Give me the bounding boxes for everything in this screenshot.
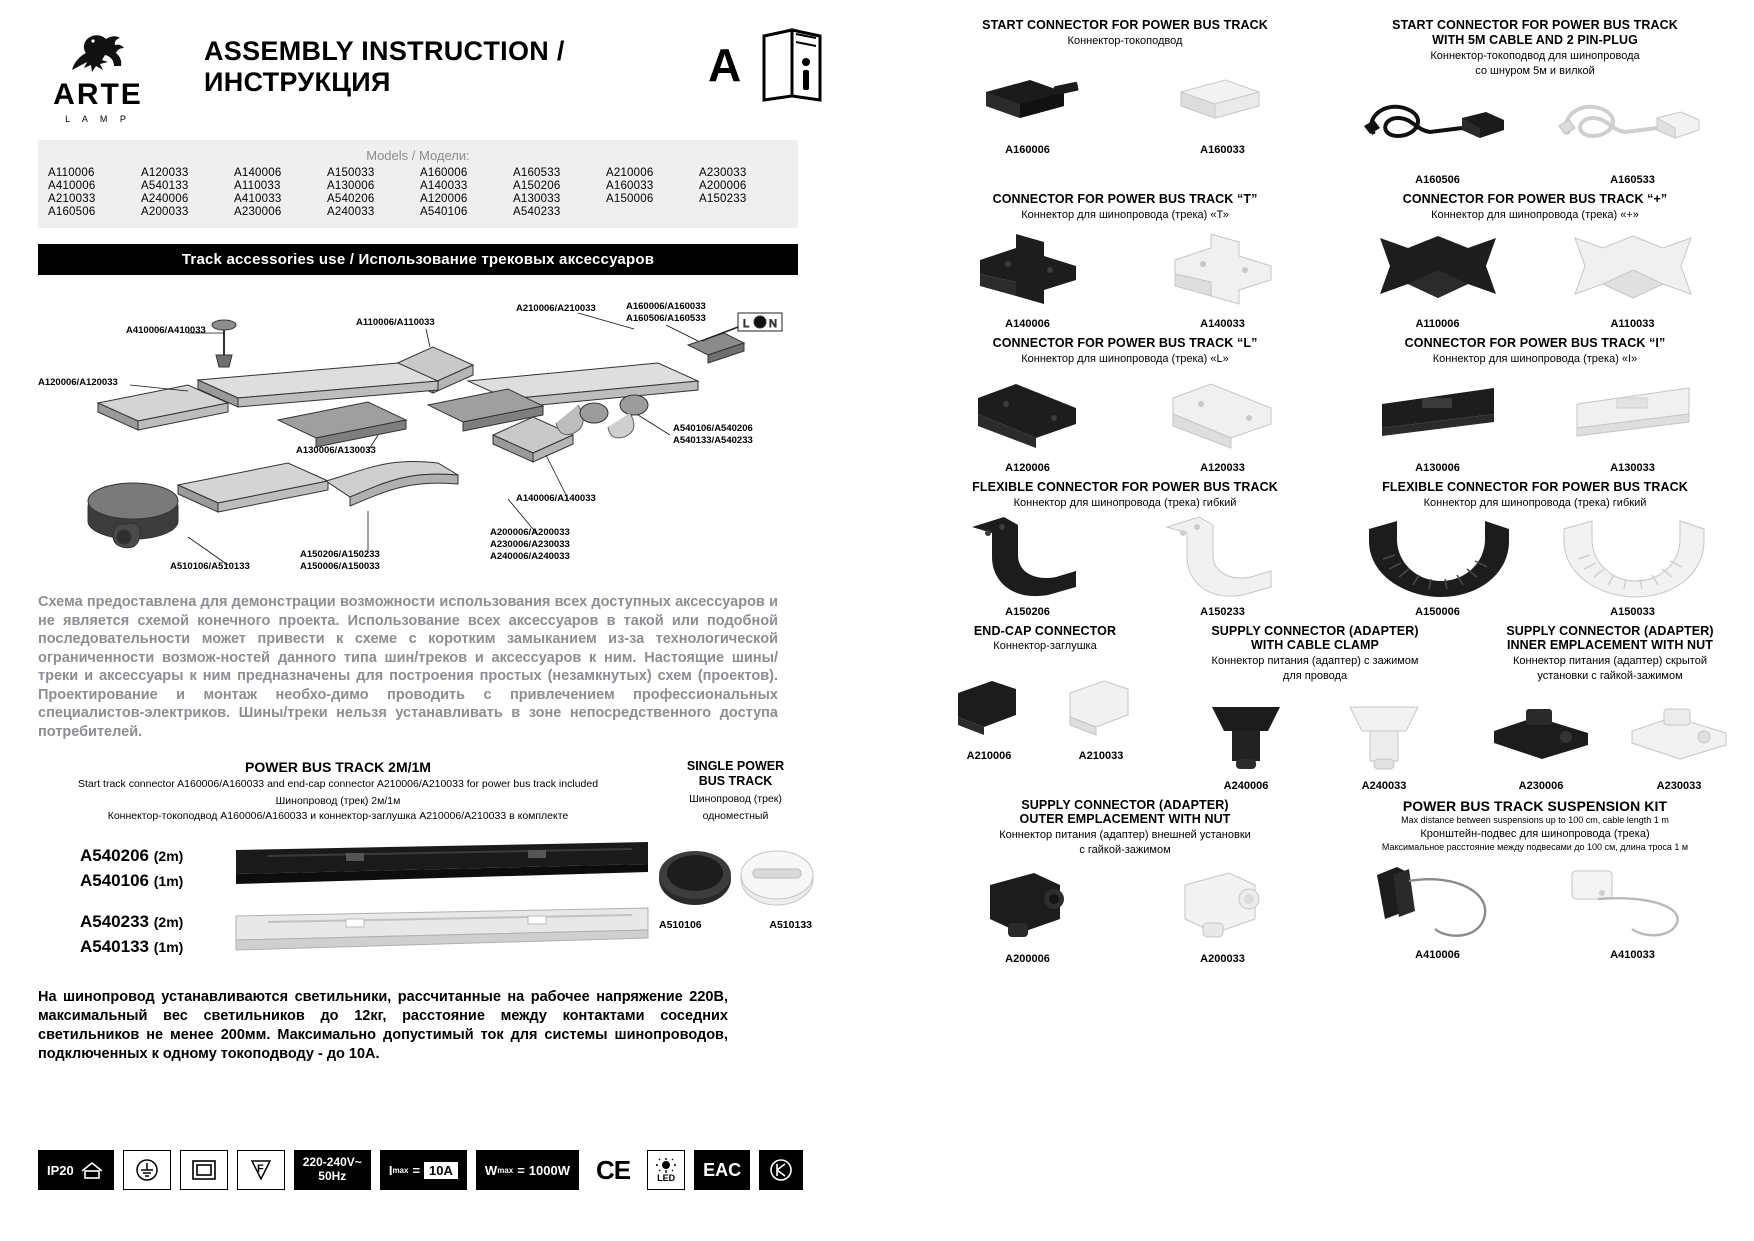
product-code: A230006 xyxy=(1518,779,1564,792)
product-connector-plus xyxy=(1340,192,1730,330)
product-subtitle: Кронштейн-подвес для шинопровода (трека) xyxy=(1420,827,1650,840)
title-block xyxy=(176,22,690,98)
cable-connector-black-image xyxy=(1355,84,1520,170)
product-flexible-connector-2 xyxy=(1340,480,1730,618)
power-sub: max xyxy=(497,1165,514,1175)
product-variant-light xyxy=(1140,54,1305,156)
ce-label: CE xyxy=(596,1154,631,1185)
model-code: A160533 xyxy=(513,167,561,179)
l-connector-black-image xyxy=(945,372,1110,458)
product-images xyxy=(930,516,1320,618)
product-variant-dark xyxy=(945,372,1110,474)
product-code: A140033 xyxy=(1200,317,1245,330)
product-code: A120033 xyxy=(1200,461,1245,474)
model-code: A200033 xyxy=(141,206,189,218)
t-connector-white-image xyxy=(1140,228,1305,314)
product-subtitle-2: с гайкой-зажимом xyxy=(1079,844,1171,857)
product-code: A240033 xyxy=(1361,779,1407,792)
product-variant-light xyxy=(1619,690,1739,792)
diagram-label: A210006/A210033 xyxy=(516,303,596,314)
eac-icon xyxy=(694,1150,750,1190)
product-variant-dark xyxy=(1186,690,1306,792)
header xyxy=(38,22,838,124)
ck-icon xyxy=(759,1150,803,1190)
track-sub-en: Start track connector A160006/A160033 and end-cap connector A210006/A210033 for power bus track included xyxy=(77,778,599,791)
model-code: A210033 xyxy=(48,193,96,205)
plus-connector-white-image xyxy=(1550,228,1715,314)
diagram-label: A160506/A160533 xyxy=(626,313,706,324)
i-connector-black-image xyxy=(1355,372,1520,458)
model-code: A540206 xyxy=(327,193,375,205)
diagram-label: A240006/A240033 xyxy=(490,551,570,562)
voltage-line2: 50Hz xyxy=(318,1169,347,1183)
power-prefix: W xyxy=(484,1162,498,1178)
diagram-label: A410006/A410033 xyxy=(126,325,206,336)
current-value: 10A xyxy=(424,1162,458,1179)
product-code: A200006 xyxy=(1005,953,1050,966)
product-variant-dark xyxy=(945,228,1110,330)
model-code: A540106 xyxy=(420,206,468,218)
diagram-label: A230006/A230033 xyxy=(490,539,570,550)
page-title: ASSEMBLY INSTRUCTION / ИНСТРУКЦИЯ xyxy=(204,36,565,97)
adapter-clamp-black-image xyxy=(1186,690,1306,776)
i-connector-white-image xyxy=(1550,372,1715,458)
model-code: A240006 xyxy=(141,193,189,205)
brand-subtitle: L A M P xyxy=(65,114,131,124)
end-cap-black-image xyxy=(939,660,1039,746)
product-grid-row-adapters xyxy=(930,624,1730,798)
product-subtitle: Коннектор-токоподвод для шинопровода xyxy=(1430,49,1640,62)
single-power-bus-track xyxy=(653,759,818,930)
model-code: A240033 xyxy=(327,206,375,218)
model-code: A410006 xyxy=(48,180,96,192)
track-code: A540206 xyxy=(80,846,150,866)
product-variant-light xyxy=(1550,516,1715,618)
product-images xyxy=(1340,372,1730,474)
product-variant-dark xyxy=(939,660,1039,762)
product-variant-light xyxy=(1550,372,1715,474)
product-title-2: WITH CABLE CLAMP xyxy=(1251,638,1379,653)
single-codes xyxy=(653,919,818,931)
product-title: CONNECTOR FOR POWER BUS TRACK “I” xyxy=(1404,335,1666,350)
assembly-diagram xyxy=(38,285,818,585)
product-code: A160506 xyxy=(1415,173,1460,186)
manual-book-icon xyxy=(760,28,832,102)
f-mark-icon xyxy=(237,1150,285,1190)
product-variant-dark xyxy=(1355,516,1520,618)
model-code: A150233 xyxy=(699,193,747,205)
product-images xyxy=(1470,690,1750,792)
outer-adapter-black-image xyxy=(945,863,1110,949)
flex2-connector-black-image xyxy=(1355,516,1520,602)
brand-name: ARTE xyxy=(53,78,143,111)
model-code: A160006 xyxy=(420,167,468,179)
product-images xyxy=(1340,516,1730,618)
diagram-label: A540133/A540233 xyxy=(673,435,753,446)
product-code: A150033 xyxy=(1610,605,1655,618)
voltage-line1: 220-240V~ xyxy=(302,1155,362,1170)
product-supply-inner xyxy=(1470,624,1750,792)
model-code: A160506 xyxy=(48,206,96,218)
led-icon xyxy=(647,1150,685,1190)
model-code: A130006 xyxy=(327,180,375,192)
track-len: (2m) xyxy=(153,848,184,865)
track-code: A540133 xyxy=(80,937,150,957)
power-value: 1000W xyxy=(528,1162,570,1178)
product-subtitle: Коннектор для шинопровода (трека) гибкий xyxy=(1423,496,1647,509)
product-variant-dark xyxy=(1355,372,1520,474)
product-subtitle: Коннектор для шинопровода (трека) гибкий xyxy=(1013,496,1237,509)
product-code: A130033 xyxy=(1610,461,1655,474)
diagram-label: A160006/A160033 xyxy=(626,301,706,312)
product-subtitle: Коннектор для шинопровода (трека) «+» xyxy=(1431,208,1639,221)
single-title-line1: SINGLE POWER xyxy=(686,759,785,774)
led-label: LED xyxy=(657,1172,676,1183)
current-prefix: I xyxy=(388,1162,393,1178)
model-code: A160033 xyxy=(606,180,654,192)
product-code: A160533 xyxy=(1610,173,1655,186)
product-code: A110033 xyxy=(1610,317,1655,330)
start-connector-white-image xyxy=(1140,54,1305,140)
product-title: CONNECTOR FOR POWER BUS TRACK “L” xyxy=(992,335,1258,350)
product-variant-dark xyxy=(1355,228,1520,330)
product-code: A150233 xyxy=(1200,605,1245,618)
single-sub-line2: одноместный xyxy=(702,809,769,822)
product-title: POWER BUS TRACK SUSPENSION KIT xyxy=(1402,797,1668,814)
model-code: A120006 xyxy=(420,193,468,205)
start-connector-black-image xyxy=(945,54,1110,140)
model-code: A130033 xyxy=(513,193,561,205)
griffin-icon xyxy=(62,26,134,78)
disclaimer-paragraph: Схема предоставлена для демонстрации возможности использования всех доступных аксессуаров и не является схемой конечного проекта. Использование всех аксессуаров в такой или подобной последовательности может привести к схеме с коротким замыканием из-за технологической ограниченности возмож-ностей данного типа шин/треков и аксессуаров к ним. Настоящие шины/треки и аксессуары к ним предназначены для построения простых (незамкнутых) схем (проектов). Проектирование и монтаж необхо-димо проводить с привлечением профессиональных специалистов-электриков. Шины/треки нельзя устанавливать в зоне непосредственного доступа потребителей. xyxy=(38,594,778,740)
product-title-2: WITH 5M CABLE AND 2 PIN-PLUG xyxy=(1432,32,1638,47)
product-code: A240006 xyxy=(1223,779,1269,792)
product-subtitle: Коннектор для шинопровода (трека) «L» xyxy=(1021,352,1229,365)
product-title: FLEXIBLE CONNECTOR FOR POWER BUS TRACK xyxy=(972,479,1278,494)
current-sub: max xyxy=(392,1165,409,1175)
eac-label: EAC xyxy=(703,1159,742,1180)
cable-connector-white-image xyxy=(1550,84,1715,170)
max-power-icon: W max = 1000W xyxy=(476,1150,579,1190)
single-title-line2: BUS TRACK xyxy=(698,774,773,789)
product-flexible-connector-1 xyxy=(930,480,1320,618)
track-code: A540233 xyxy=(80,912,150,932)
product-note-ru: Максимальное расстояние между подвесами до 100 см, длина троса 1 м xyxy=(1381,842,1689,853)
models-grid xyxy=(48,167,788,218)
assembly-instruction-icon xyxy=(708,28,838,106)
product-title-2: OUTER EMPLACEMENT WITH NUT xyxy=(1019,812,1231,827)
single-sub-line1: Шинопровод (трек) xyxy=(689,793,782,806)
product-code: A130006 xyxy=(1415,461,1460,474)
adapter-clamp-white-image xyxy=(1324,690,1444,776)
product-images xyxy=(930,372,1320,474)
product-end-cap xyxy=(930,624,1160,792)
svg-text:L: L xyxy=(743,318,750,330)
product-code: A210006 xyxy=(966,749,1012,762)
model-code: A120033 xyxy=(141,167,189,179)
product-title: END-CAP CONNECTOR xyxy=(973,623,1117,638)
model-code: A410033 xyxy=(234,193,282,205)
product-subtitle-2: со шнуром 5м и вилкой xyxy=(1475,64,1595,77)
product-subtitle-2: для провода xyxy=(1282,670,1348,683)
inner-adapter-black-image xyxy=(1481,690,1601,776)
product-images xyxy=(930,228,1320,330)
single-code-dark: A510106 xyxy=(659,918,702,931)
ip20-icon xyxy=(38,1150,114,1190)
product-subtitle: Коннектор для шинопровода (трека) «I» xyxy=(1432,352,1638,365)
footer-icon-strip xyxy=(38,1150,803,1190)
product-variant-dark xyxy=(945,863,1110,965)
product-title-2: INNER EMPLACEMENT WITH NUT xyxy=(1506,638,1714,653)
product-grid-row-bottom xyxy=(930,798,1730,972)
product-title: SUPPLY CONNECTOR (ADAPTER) xyxy=(1021,797,1229,812)
product-code: A120006 xyxy=(1005,461,1050,474)
product-connector-l xyxy=(930,336,1320,474)
model-code: A110006 xyxy=(48,167,95,179)
svg-text:F: F xyxy=(256,1163,264,1175)
product-note-en: Max distance between suspensions up to 100 cm, cable length 1 m xyxy=(1401,815,1669,826)
product-subtitle: Коннектор-токоподвод xyxy=(1067,34,1183,47)
product-images xyxy=(930,54,1320,156)
svg-text:N: N xyxy=(769,318,777,330)
diagram-label: A540106/A540206 xyxy=(673,423,753,434)
product-variant-light xyxy=(1140,228,1305,330)
product-images xyxy=(1340,84,1730,186)
model-code: A210006 xyxy=(606,167,654,179)
track-len: (1m) xyxy=(153,873,184,890)
product-variant-dark xyxy=(1355,859,1520,961)
product-code: A410006 xyxy=(1415,948,1460,961)
model-code: A110033 xyxy=(234,180,281,192)
track-sub-ru1: Шинопровод (трек) 2м/1м xyxy=(275,795,401,808)
flex-connector-white-image xyxy=(1140,516,1305,602)
inner-adapter-white-image xyxy=(1619,690,1739,776)
product-variant-dark xyxy=(945,516,1110,618)
single-track-images xyxy=(653,845,818,915)
product-grid xyxy=(930,18,1730,624)
outer-adapter-white-image xyxy=(1140,863,1305,949)
product-title: SUPPLY CONNECTOR (ADAPTER) xyxy=(1506,623,1714,638)
class-ii-icon xyxy=(180,1150,228,1190)
track-len: (2m) xyxy=(153,914,184,931)
t-connector-black-image xyxy=(945,228,1110,314)
product-title: START CONNECTOR FOR POWER BUS TRACK xyxy=(982,18,1268,32)
right-column xyxy=(930,18,1730,971)
product-code: A200033 xyxy=(1200,953,1245,966)
diagram-label: A510106/A510133 xyxy=(170,561,250,572)
model-code: A540233 xyxy=(513,206,561,218)
ip20-label: IP20 xyxy=(47,1162,74,1178)
model-code: A200006 xyxy=(699,180,747,192)
models-box xyxy=(38,140,798,228)
letter-a: A xyxy=(708,39,742,91)
product-start-connector xyxy=(930,18,1320,186)
product-title: START CONNECTOR FOR POWER BUS TRACK xyxy=(1392,18,1678,32)
product-code: A160033 xyxy=(1200,143,1245,156)
product-variant-light xyxy=(1140,372,1305,474)
model-code: A140033 xyxy=(420,180,468,192)
product-code: A140006 xyxy=(1005,317,1050,330)
model-code: A140006 xyxy=(234,167,282,179)
suspension-white-image xyxy=(1550,859,1715,945)
product-images xyxy=(1170,690,1460,792)
flex-connector-black-image xyxy=(945,516,1110,602)
brand-logo xyxy=(38,22,158,124)
suspension-black-image xyxy=(1355,859,1520,945)
diagram-label: A150206/A150233 xyxy=(300,549,380,560)
product-connector-i xyxy=(1340,336,1730,474)
track-codes-dark xyxy=(80,844,183,893)
diagram-label: A120006/A120033 xyxy=(38,377,118,388)
product-supply-outer xyxy=(930,798,1320,966)
product-code: A410033 xyxy=(1610,948,1655,961)
diagram-label: A150006/A150033 xyxy=(300,561,380,572)
single-code-light: A510133 xyxy=(769,918,812,931)
model-code: A230006 xyxy=(234,206,282,218)
diagram-label: A200006/A200033 xyxy=(490,527,570,538)
track-left xyxy=(38,759,638,822)
product-variant-light xyxy=(1051,660,1151,762)
model-code: A150006 xyxy=(606,193,654,205)
product-title: SUPPLY CONNECTOR (ADAPTER) xyxy=(1211,623,1419,638)
product-variant-dark xyxy=(1355,84,1520,186)
product-title: FLEXIBLE CONNECTOR FOR POWER BUS TRACK xyxy=(1382,479,1688,494)
product-images xyxy=(1340,228,1730,330)
product-subtitle: Коннектор питания (адаптер) внешней установки xyxy=(999,829,1251,842)
plus-connector-black-image xyxy=(1355,228,1520,314)
earth-class-icon xyxy=(123,1150,171,1190)
product-subtitle: Коннектор питания (адаптер) скрытой xyxy=(1513,655,1707,668)
models-label: Models / Модели: xyxy=(366,148,470,163)
product-subtitle: Коннектор для шинопровода (трека) «Т» xyxy=(1021,208,1229,221)
product-images xyxy=(1340,859,1730,961)
product-variant-light xyxy=(1550,859,1715,961)
product-code: A160006 xyxy=(1005,143,1050,156)
product-code: A150006 xyxy=(1415,605,1460,618)
product-subtitle-2: установки с гайкой-зажимом xyxy=(1537,670,1683,683)
product-variant-light xyxy=(1550,84,1715,186)
end-cap-white-image xyxy=(1051,660,1151,746)
product-code: A150206 xyxy=(1005,605,1050,618)
ce-icon xyxy=(588,1150,638,1190)
product-images xyxy=(930,660,1160,762)
track-white-image xyxy=(228,894,658,1024)
diagram-label: A140006/A140033 xyxy=(516,493,596,504)
product-subtitle: Коннектор-заглушка xyxy=(993,640,1097,653)
model-code: A230033 xyxy=(699,167,747,179)
product-images xyxy=(930,863,1320,965)
voltage-icon xyxy=(294,1150,371,1190)
track-len: (1m) xyxy=(153,939,184,956)
l-connector-white-image xyxy=(1140,372,1305,458)
track-codes-light xyxy=(80,910,183,959)
product-variant-light xyxy=(1550,228,1715,330)
product-variant-dark xyxy=(945,54,1110,156)
product-code: A110006 xyxy=(1415,317,1460,330)
product-variant-light xyxy=(1140,516,1305,618)
product-subtitle: Коннектор питания (адаптер) с зажимом xyxy=(1211,655,1419,668)
max-current-icon: I max = 10A xyxy=(380,1150,467,1190)
product-variant-light xyxy=(1140,863,1305,965)
product-variant-light xyxy=(1324,690,1444,792)
product-title: CONNECTOR FOR POWER BUS TRACK “T” xyxy=(992,191,1258,206)
product-suspension-kit xyxy=(1340,798,1730,966)
track-code: A540106 xyxy=(80,871,150,891)
product-title: CONNECTOR FOR POWER BUS TRACK “+” xyxy=(1402,191,1668,206)
product-code: A230033 xyxy=(1656,779,1702,792)
section-bar: Track accessories use / Использование трековых аксессуаров xyxy=(38,244,798,275)
product-supply-cable-clamp xyxy=(1170,624,1460,792)
flex2-connector-white-image xyxy=(1550,516,1715,602)
model-code: A150206 xyxy=(513,180,561,192)
diagram-label: A130006/A130033 xyxy=(296,445,376,456)
model-code: A150033 xyxy=(327,167,375,179)
left-column xyxy=(38,22,838,1064)
track-sub-ru2: Коннектор-токоподвод A160006/A160033 и коннектор-заглушка A210006/A210033 в комплекте xyxy=(107,810,569,823)
product-start-connector-cable xyxy=(1340,18,1730,186)
diagram-label: A110006/A110033 xyxy=(356,317,435,328)
safety-notice: На шинопровод устанавливаются светильники, рассчитанные на рабочее напряжение 220В, максимальный вес светильников до 12кг, расстояние между контактами соседних светильников не менее 200мм. Максимально допустимый ток для системы шинопроводов, подключенных к одному токоподводу - до 10А. xyxy=(38,989,728,1062)
product-code: A210033 xyxy=(1078,749,1124,762)
product-variant-dark xyxy=(1481,690,1601,792)
model-code: A540133 xyxy=(141,180,189,192)
product-connector-t xyxy=(930,192,1320,330)
power-bus-track-section xyxy=(38,759,818,972)
track-title: POWER BUS TRACK 2M/1M xyxy=(245,759,431,776)
